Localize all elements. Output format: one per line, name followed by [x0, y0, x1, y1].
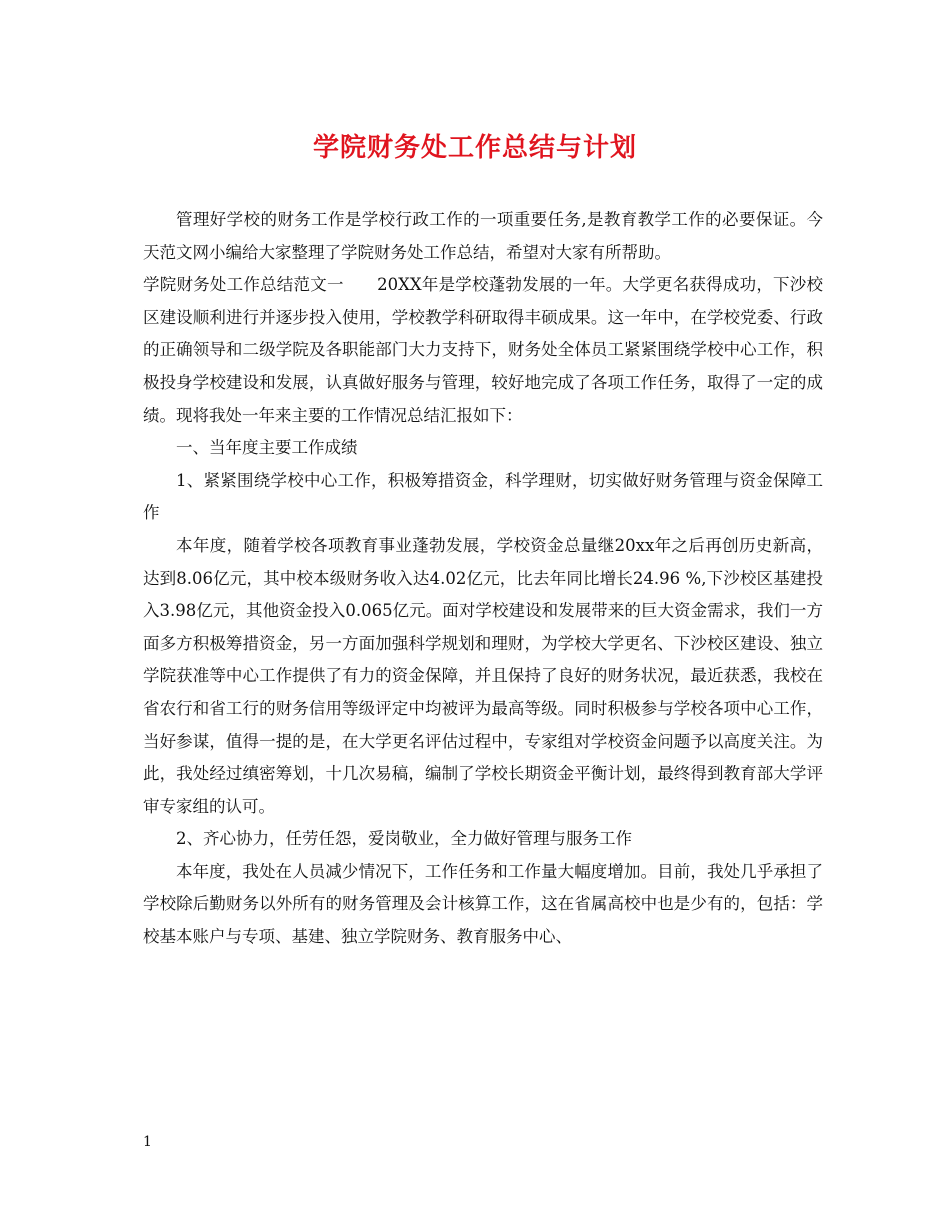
paragraph-intro: 管理好学校的财务工作是学校行政工作的一项重要任务,是教育教学工作的必要保证。今天范文网小编给大家整理了学院财务处工作总结，希望对大家有所帮助。: [143, 210, 823, 262]
paragraph-summary: 学院财务处工作总结范文一 20XX年是学校蓬勃发展的一年。大学更名获得成功，下沙校区建设顺利进行并逐步投入使用，学校教学科研取得丰硕成果。这一年中，在学校党委、行政的正确领导和二级学院及各职能部门大力支持下，财务处全体员工紧紧围绕学校中心工作，积极投身学校建设和发展，认真做好服务与管理，较好地完成了各项工作任务，取得了一定的成绩。现将我处一年来主要的工作情况总结汇报如下：: [143, 275, 823, 425]
paragraph-funding: 本年度，随着学校各项教育事业蓬勃发展，学校资金总量继20xx年之后再创历史新高，达到8.06亿元，其中校本级财务收入达4.02亿元，比去年同比增长24.96 %,下沙校区基建投入3.98亿元，其他资金投入0.065亿元。面对学校建设和发展带来的巨大资金需求，我们一方面多方积极筹措资金，另一方面加强科学规划和理财，为学校大学更名、下沙校区建设、独立学院获准等中心工作提供了有力的资金保障，并且保持了良好的财务状况，最近获悉，我校在省农行和省工行的财务信用等级评定中均被评为最高等级。同时积极参与学校各项中心工作，当好参谋，值得一提的是，在大学更名评估过程中，专家组对学校资金问题予以高度关注。为此，我处经过缜密筹划，十几次易稿，编制了学校长期资金平衡计划，最终得到教育部大学评审专家组的认可。: [143, 535, 823, 816]
paragraph-workload: 本年度，我处在人员减少情况下，工作任务和工作量大幅度增加。目前，我处几乎承担了学校除后勤财务以外所有的财务管理及会计核算工作，这在省属高校中也是少有的，包括：学校基本账户与专项、基建、独立学院财务、教育服务中心、: [143, 861, 823, 947]
section-heading-1: 一、当年度主要工作成绩: [176, 438, 358, 458]
document-body: [143, 204, 823, 954]
subsection-heading-1: 1、紧紧围绕学校中心工作，积极筹措资金，科学理财，切实做好财务管理与资金保障工作: [143, 470, 823, 523]
document-title: 学院财务处工作总结与计划: [312, 133, 637, 163]
page-number: 1: [143, 1134, 152, 1150]
subsection-heading-2: 2、齐心协力，任劳任怨，爱岗敬业，全力做好管理与服务工作: [176, 829, 632, 849]
